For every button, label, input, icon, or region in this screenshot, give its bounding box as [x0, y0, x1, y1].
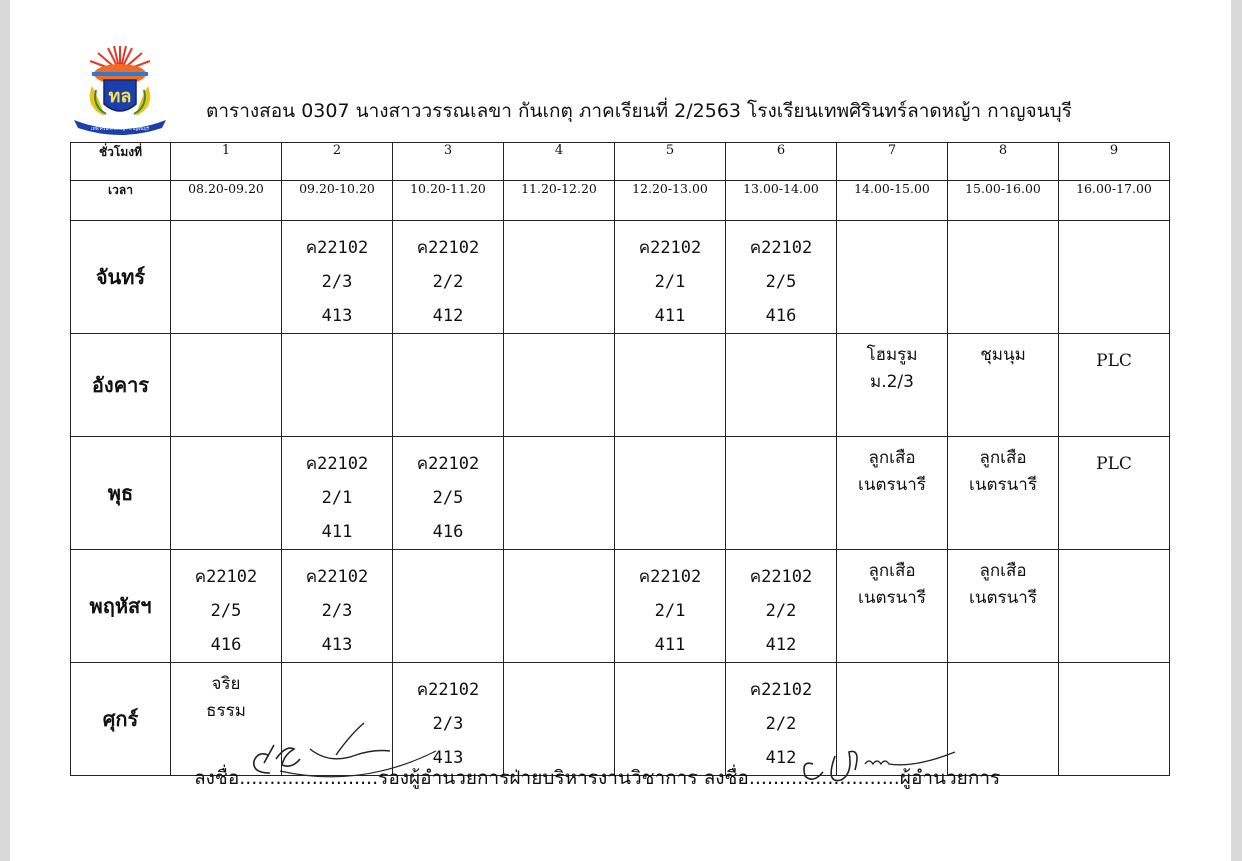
time-slot: 14.00-15.00	[837, 181, 948, 221]
cell-line: 2/5	[432, 488, 464, 508]
day-label: จันทร์	[71, 221, 171, 334]
schedule-cell	[282, 334, 393, 437]
schedule-cell	[504, 663, 615, 776]
schedule-cell	[171, 334, 282, 437]
cell-line: เนตรนารี	[969, 475, 1037, 495]
cell-line: ค22102	[305, 567, 369, 587]
period-number: 2	[282, 143, 393, 181]
cell-line: เนตรนารี	[858, 588, 926, 608]
schedule-cell	[504, 437, 615, 550]
logo-ribbon-text: เทพ ศิริน ลาดหญ้า กาญจนบุรี	[91, 127, 149, 132]
day-label: อังคาร	[71, 334, 171, 437]
day-label: พุธ	[71, 437, 171, 550]
schedule-cell	[837, 334, 948, 437]
day-label: ศุกร์	[71, 663, 171, 776]
time-slot: 10.20-11.20	[393, 181, 504, 221]
cell-line: 416	[765, 306, 797, 326]
schedule-cell	[615, 221, 726, 334]
cell-line: 411	[654, 306, 686, 326]
cell-line: ค22102	[416, 238, 480, 258]
period-number: 7	[837, 143, 948, 181]
cell-line: โฮมรูม	[866, 345, 918, 365]
schedule-cell	[948, 334, 1059, 437]
cell-line: ลูกเสือ	[868, 561, 916, 581]
schedule-cell	[837, 437, 948, 550]
cell-line: ค22102	[749, 238, 813, 258]
schedule-cell	[615, 663, 726, 776]
day-label: พฤหัสฯ	[71, 550, 171, 663]
page-title: ตารางสอน 0307 นางสาววรรณเลขา กันเกตุ ภาคเรียนที่ 2/2563 โรงเรียนเทพศิรินทร์ลาดหญ้า กาญจนบุรี	[206, 100, 1072, 122]
cell-line: ลูกเสือ	[979, 448, 1027, 468]
day-row	[71, 550, 1170, 663]
cell-line: 2/2	[765, 714, 797, 734]
period-number: 1	[171, 143, 282, 181]
cell-line: 2/2	[432, 272, 464, 292]
period-number: 5	[615, 143, 726, 181]
schedule-cell	[171, 437, 282, 550]
cell-line: ค22102	[305, 238, 369, 258]
school-logo	[70, 42, 170, 136]
period-number: 4	[504, 143, 615, 181]
cell-line: 413	[432, 748, 464, 768]
schedule-cell	[615, 550, 726, 663]
cell-line: จริย	[211, 674, 241, 694]
schedule-cell	[948, 550, 1059, 663]
cell-line: ค22102	[638, 238, 702, 258]
schedule-cell	[393, 550, 504, 663]
cell-line: 412	[765, 748, 797, 768]
cell-line: 412	[432, 306, 464, 326]
cell-line: ม.2/3	[870, 372, 914, 392]
schedule-cell	[948, 221, 1059, 334]
cell-line: 416	[210, 635, 242, 655]
schedule-cell	[282, 221, 393, 334]
cell-line: 2/1	[654, 601, 686, 621]
schedule-cell	[393, 334, 504, 437]
period-number: 6	[726, 143, 837, 181]
schedule-cell	[282, 550, 393, 663]
period-number: 9	[1059, 143, 1170, 181]
period-number: 3	[393, 143, 504, 181]
cell-line: 413	[321, 635, 353, 655]
cell-line: เนตรนารี	[858, 475, 926, 495]
time-slot: 11.20-12.20	[504, 181, 615, 221]
cell-line: 2/5	[765, 272, 797, 292]
schedule-table	[70, 142, 1170, 776]
period-number: 8	[948, 143, 1059, 181]
cell-line: 2/3	[321, 601, 353, 621]
time-slot: 15.00-16.00	[948, 181, 1059, 221]
cell-line: ลูกเสือ	[979, 561, 1027, 581]
cell-line: ค22102	[749, 567, 813, 587]
schedule-cell	[504, 334, 615, 437]
schedule-cell	[1059, 663, 1170, 776]
cell-line: ค22102	[305, 454, 369, 474]
time-header-row	[71, 181, 1170, 221]
time-label: เวลา	[71, 181, 171, 221]
schedule-cell	[171, 221, 282, 334]
cell-line: 2/2	[765, 601, 797, 621]
schedule-cell	[837, 550, 948, 663]
time-slot: 09.20-10.20	[282, 181, 393, 221]
schedule-cell	[837, 221, 948, 334]
schedule-cell	[726, 437, 837, 550]
cell-line: ค22102	[638, 567, 702, 587]
cell-line: 2/5	[210, 601, 242, 621]
cell-line: ธรรม	[206, 701, 246, 721]
cell-line: ค22102	[749, 680, 813, 700]
day-row	[71, 334, 1170, 437]
cell-line: 413	[321, 306, 353, 326]
cell-line: 412	[765, 635, 797, 655]
cell-line: ค22102	[416, 454, 480, 474]
logo-letter: ทล	[108, 86, 132, 107]
schedule-cell	[1059, 437, 1170, 550]
schedule-cell	[726, 550, 837, 663]
schedule-cell	[171, 550, 282, 663]
cell-line: 2/1	[321, 488, 353, 508]
schedule-cell	[948, 437, 1059, 550]
cell-line: 2/3	[432, 714, 464, 734]
cell-line: ชุมนุม	[980, 345, 1026, 365]
schedule-cell	[504, 221, 615, 334]
cell-line: PLC	[1096, 454, 1132, 474]
day-row	[71, 663, 1170, 776]
period-header-row	[71, 143, 1170, 181]
cell-line: ค22102	[194, 567, 258, 587]
schedule-cell	[1059, 550, 1170, 663]
time-slot: 13.00-14.00	[726, 181, 837, 221]
cell-line: 416	[432, 522, 464, 542]
cell-line: 2/3	[321, 272, 353, 292]
schedule-cell	[393, 221, 504, 334]
cell-line: 2/1	[654, 272, 686, 292]
schedule-cell	[282, 437, 393, 550]
schedule-cell	[615, 334, 726, 437]
schedule-cell	[1059, 221, 1170, 334]
schedule-cell	[615, 437, 726, 550]
signature-line: ลงชื่อ.......................รองผู้อำนวยการฝ่ายบริหารงานวิชาการ ลงชื่อ.........................ผู้อำนวยการ	[194, 767, 1001, 789]
cell-line: 411	[654, 635, 686, 655]
cell-line: ลูกเสือ	[868, 448, 916, 468]
schedule-cell	[726, 334, 837, 437]
day-row	[71, 221, 1170, 334]
cell-line: PLC	[1096, 351, 1132, 371]
time-slot: 08.20-09.20	[171, 181, 282, 221]
cell-line: 411	[321, 522, 353, 542]
cell-line: เนตรนารี	[969, 588, 1037, 608]
schedule-cell	[726, 221, 837, 334]
time-slot: 12.20-13.00	[615, 181, 726, 221]
schedule-cell	[504, 550, 615, 663]
time-slot: 16.00-17.00	[1059, 181, 1170, 221]
day-row	[71, 437, 1170, 550]
schedule-cell	[1059, 334, 1170, 437]
cell-line: ค22102	[416, 680, 480, 700]
schedule-cell	[393, 437, 504, 550]
period-label: ชั่วโมงที่	[71, 143, 171, 181]
